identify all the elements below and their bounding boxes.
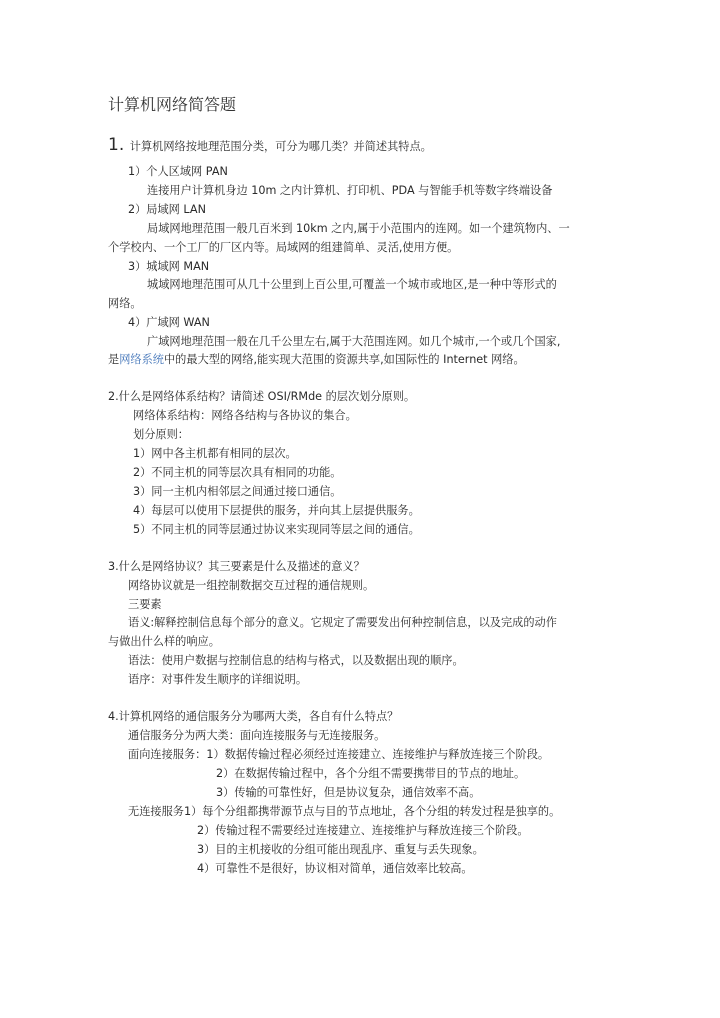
q3-definition: 网络协议就是一组控制数据交互过程的通信规则。 [128,579,375,592]
q4-cl-label: 无连接服务 [128,805,184,818]
q1-item-desc: 网络。 [108,297,142,310]
q4-connectionless [128,805,560,819]
q4-cl-item: 2）传输过程不需要经过连接建立、连接维护与释放连接三个阶段。 [197,824,529,837]
q4-connection-oriented [128,748,549,762]
q2-definition: 网络体系结构：网络各结构与各协议的集合。 [133,409,357,422]
q1-item-label: 1）个人区域网 PAN [128,165,228,178]
q1-item-desc: 局域网地理范围一般几百米到 10km 之内,属于小范围内的连网。如一个建筑物内、一 [147,222,570,235]
q2-principle-item: 5）不同主机的同等层通过协议来实现同等层之间的通信。 [133,523,420,536]
q2-principle-label: 划分原则： [133,428,189,441]
q2-principle-item: 3）同一主机内相邻层之间通过接口通信。 [133,485,342,498]
q1-last-pre: 是 [108,353,120,366]
q2-principle-item: 2）不同主机的同等层次具有相同的功能。 [133,466,342,479]
q1-item-label: 3）城域网 MAN [128,260,210,273]
question-1-text: 计算机网络按地理范围分类，可分为哪几类？并简述其特点。 [126,140,432,153]
question-3: 3.什么是网络协议？其三要素是什么及描述的意义？ [108,560,365,573]
q4-co-item: 1）数据传输过程必须经过连接建立、连接维护与释放连接三个阶段。 [206,748,550,761]
question-1-number: 1. [108,135,125,155]
q1-item-label: 4）广域网 WAN [128,316,210,329]
q3-syntax: 语法：使用户数据与控制信息的结构与格式，以及数据出现的顺序。 [128,654,464,667]
question-4: 4.计算机网络的通信服务分为哪两大类，各自有什么特点？ [108,710,399,723]
q1-item-label: 2）局域网 LAN [128,203,206,216]
page-title: 计算机网络简答题 [108,95,237,114]
q3-semantics: 与做出什么样的响应。 [108,635,220,648]
q4-co-item: 3）传输的可靠性好，但是协议复杂，通信效率不高。 [216,786,481,799]
q4-intro: 通信服务分为两大类：面向连接服务与无连接服务。 [128,729,386,742]
q1-last-line [108,353,525,367]
q4-co-label: 面向连接服务： [128,748,207,761]
q1-item-desc: 连接用户计算机身边 10m 之内计算机、打印机、PDA 与智能手机等数字终端设备 [147,184,553,197]
q3-semantics: 语义:解释控制信息每个部分的意义。它规定了需要发出何种控制信息，以及完成的动作 [128,616,557,629]
q2-principle-item: 4）每层可以使用下层提供的服务，并向其上层提供服务。 [133,504,420,517]
question-1 [108,136,432,154]
q1-last-post: 中的最大型的网络,能实现大范围的资源共享,如国际性的 Internet 网络。 [163,353,525,366]
q4-cl-item: 1）每个分组都携带源节点与目的节点地址，各个分组的转发过程是独享的。 [183,805,561,818]
q2-principle-item: 1）网中各主机都有相同的层次。 [133,447,297,460]
q3-timing: 语序：对事件发生顺序的详细说明。 [128,673,308,686]
q1-item-desc: 城域网地理范围可从几十公里到上百公里,可覆盖一个城市或地区,是一种中等形式的 [147,278,557,291]
network-system-link[interactable]: 网络系统 [119,353,164,366]
q4-co-item: 2）在数据传输过程中，各个分组不需要携带目的节点的地址。 [216,767,526,780]
q3-three-elements: 三要素 [128,598,162,611]
q4-cl-item: 3）目的主机接收的分组可能出现乱序、重复与丢失现象。 [197,843,484,856]
question-2: 2.什么是网络体系结构？请简述 OSI/RMde 的层次划分原则。 [108,390,416,403]
q1-item-desc: 个学校内、一个工厂的厂区内等。局域网的组建简单、灵活,使用方便。 [108,241,459,254]
q1-item-desc: 广域网地理范围一般在几千公里左右,属于大范围连网。如几个城市,一个或几个国家, [147,335,561,348]
q4-cl-item: 4）可靠性不是很好，协议相对简单，通信效率比较高。 [197,862,473,875]
